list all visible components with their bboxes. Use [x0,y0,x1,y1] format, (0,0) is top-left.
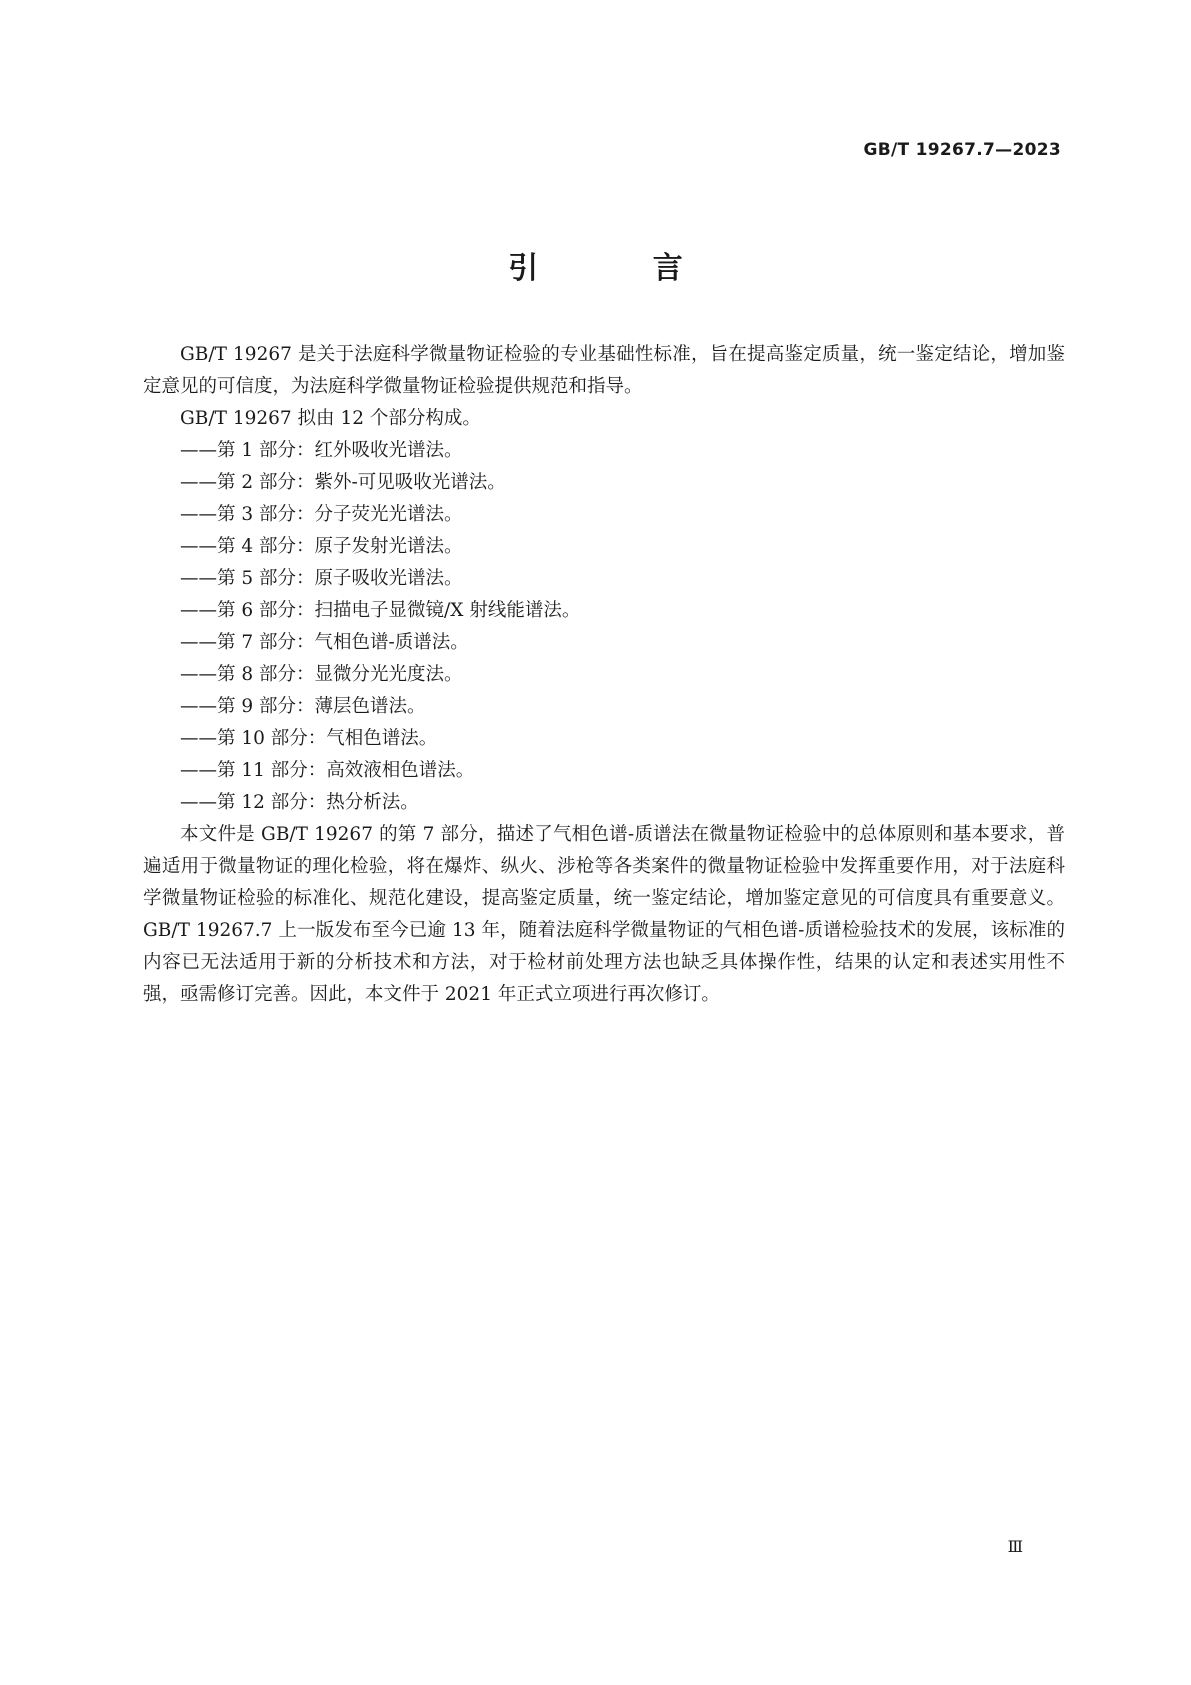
intro-paragraph-3: 本文件是 GB/T 19267 的第 7 部分，描述了气相色谱-质谱法在微量物证检验中的总体原则和基本要求，普遍适用于微量物证的理化检验，将在爆炸、纵火、涉枪等各类案件的微量物证检验中发挥重要作用，对于法庭科学微量物证检验的标准化、规范化建设，提高鉴定质量，统一鉴定结论，增加鉴定意见的可信度具有重要意义。GB/T 19267.7 上一版发布至今已逾 13 年，随着法庭科学微量物证的气相色谱-质谱检验技术的发展，该标准的内容已无法适用于新的分析技术和方法，对于检材前处理方法也缺乏具体操作性，结果的认定和表述实用性不强，亟需修订完善。因此，本文件于 2021 年正式立项进行再次修订。 [143,824,1065,1005]
page-title: 引 言 [508,251,735,286]
list-item: ——第 1 部分：红外吸收光谱法。 [180,440,463,461]
intro-paragraph-2: GB/T 19267 拟由 12 个部分构成。 [180,408,481,429]
list-item: ——第 7 部分：气相色谱-质谱法。 [180,632,469,653]
list-item: ——第 8 部分：显微分光光度法。 [180,664,463,685]
list-item: ——第 5 部分：原子吸收光谱法。 [180,568,463,589]
page-number: Ⅲ [1007,1537,1023,1556]
list-item: ——第 3 部分：分子荧光光谱法。 [180,504,463,525]
list-item: ——第 10 部分：气相色谱法。 [180,728,438,749]
intro-paragraph-1: GB/T 19267 是关于法庭科学微量物证检验的专业基础性标准，旨在提高鉴定质量，统一鉴定结论，增加鉴定意见的可信度，为法庭科学微量物证检验提供规范和指导。 [143,344,1065,397]
list-item: ——第 12 部分：热分析法。 [180,792,419,813]
list-item: ——第 11 部分：高效液相色谱法。 [180,760,475,781]
list-item: ——第 2 部分：紫外-可见吸收光谱法。 [180,472,506,493]
list-item: ——第 9 部分：薄层色谱法。 [180,696,426,717]
standard-code: GB/T 19267.7—2023 [863,140,1061,160]
list-item: ——第 6 部分：扫描电子显微镜/X 射线能谱法。 [180,600,581,621]
parts-list [143,435,1065,819]
list-item: ——第 4 部分：原子发射光谱法。 [180,536,463,557]
document-body [143,339,1065,1011]
